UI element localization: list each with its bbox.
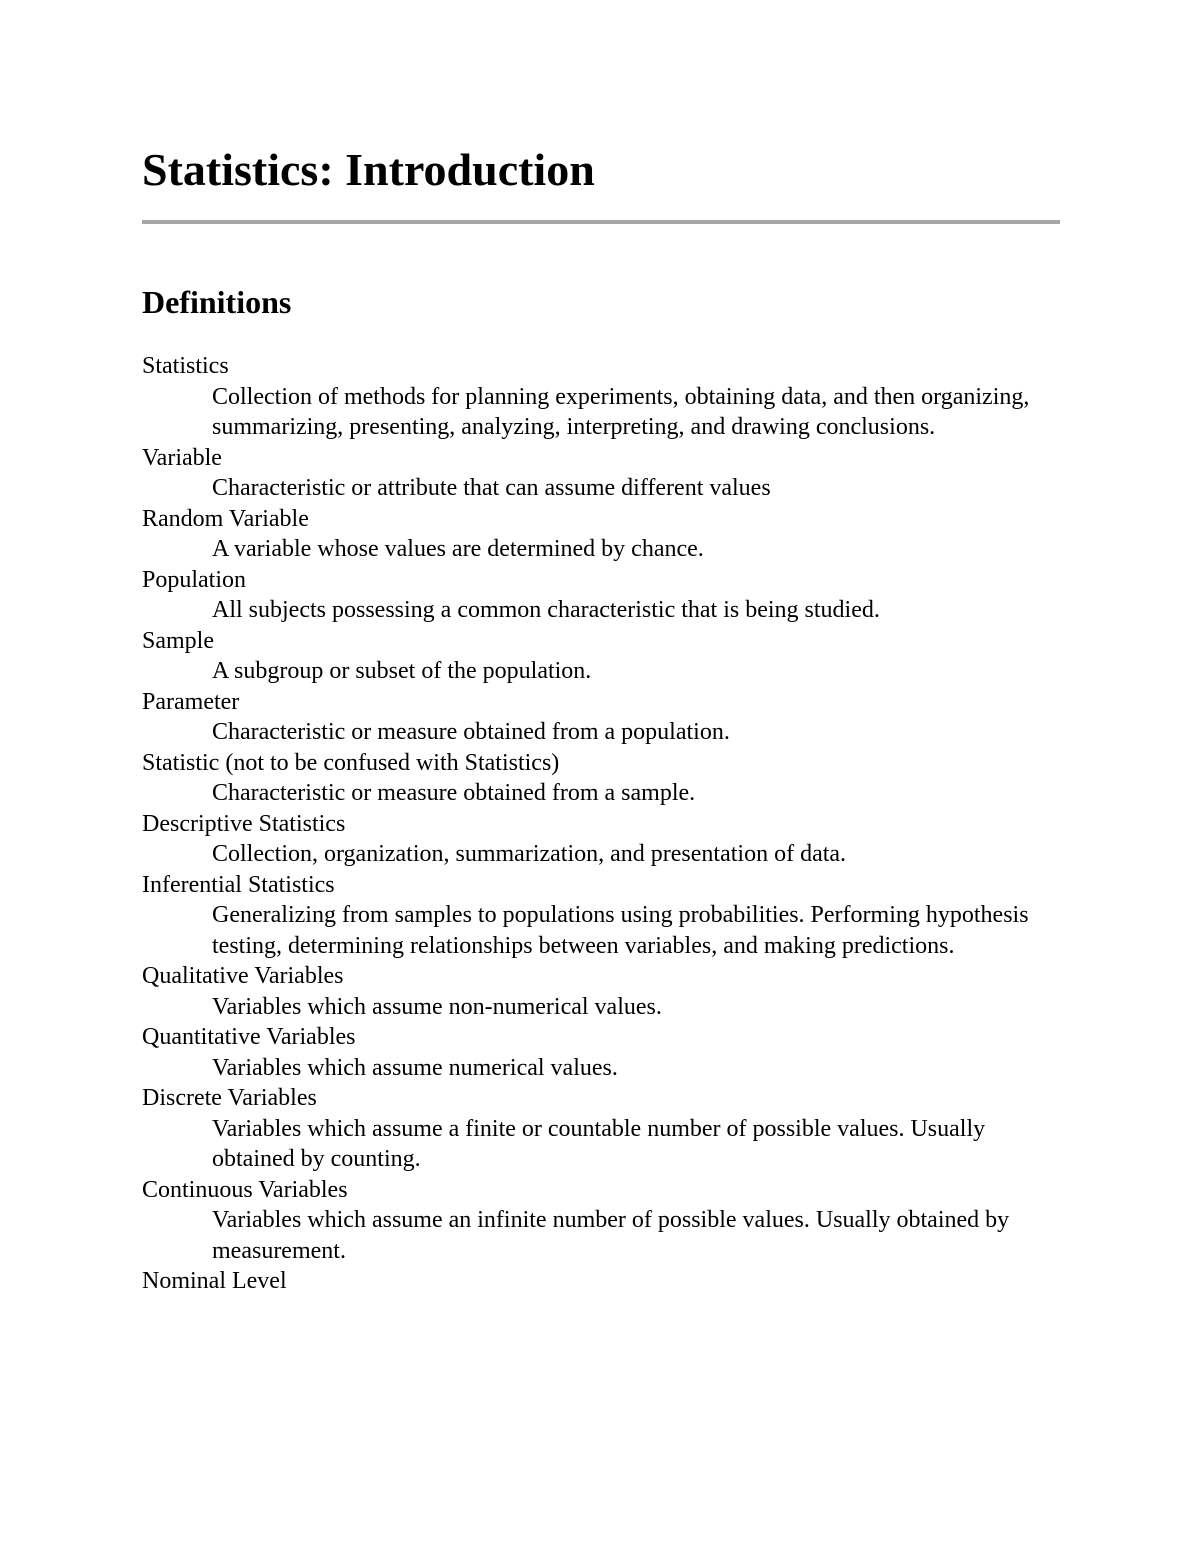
definition-description: Collection, organization, summarization, and presentation of data. xyxy=(212,841,847,867)
definition-description: Variables which assume numerical values. xyxy=(212,1054,618,1081)
title-divider xyxy=(142,220,1060,224)
definition-description: All subjects possessing a common characteristic that is being studied. xyxy=(212,597,880,623)
definition-term: Parameter xyxy=(142,688,240,715)
definition-description: A subgroup or subset of the population. xyxy=(212,658,592,684)
definition-term: Nominal Level xyxy=(142,1268,287,1294)
definition-term: Discrete Variables xyxy=(142,1085,317,1111)
definition-description: Variables which assume an infinite number of possible values. Usually obtained by measurement. xyxy=(212,1207,1010,1264)
definition-term: Sample xyxy=(142,627,214,654)
definition-term: Inferential Statistics xyxy=(142,871,335,898)
definition-term: Qualitative Variables xyxy=(142,963,344,989)
definition-term: Statistic (not to be confused with Statistics) xyxy=(142,749,560,776)
definition-term: Statistics xyxy=(142,353,229,379)
definition-term: Random Variable xyxy=(142,505,309,532)
definition-term: Quantitative Variables xyxy=(142,1024,356,1050)
definition-description: Characteristic or measure obtained from a population. xyxy=(212,719,730,745)
definition-description: Variables which assume non-numerical values. xyxy=(212,993,662,1020)
definition-description: A variable whose values are determined by chance. xyxy=(212,536,704,562)
definition-description: Variables which assume a finite or countable number of possible values. Usually obtained by counting. xyxy=(212,1115,986,1172)
definition-description: Characteristic or measure obtained from a sample. xyxy=(212,780,696,806)
definition-term: Variable xyxy=(142,444,222,471)
section-heading: Definitions xyxy=(142,284,292,320)
definition-term: Population xyxy=(142,566,247,593)
definition-term: Continuous Variables xyxy=(142,1176,348,1203)
definition-description: Characteristic or attribute that can assume different values xyxy=(212,475,771,501)
definitions-list xyxy=(142,351,1060,1297)
page-title: Statistics: Introduction xyxy=(142,144,595,195)
definition-description: Collection of methods for planning experiments, obtaining data, and then organizing, summarizing, presenting, analyzing, interpreting, and drawing conclusions. xyxy=(212,383,1030,440)
definition-description: Generalizing from samples to populations using probabilities. Performing hypothesis testing, determining relationships between variables, and making predictions. xyxy=(212,902,1029,959)
definition-term: Descriptive Statistics xyxy=(142,810,346,837)
